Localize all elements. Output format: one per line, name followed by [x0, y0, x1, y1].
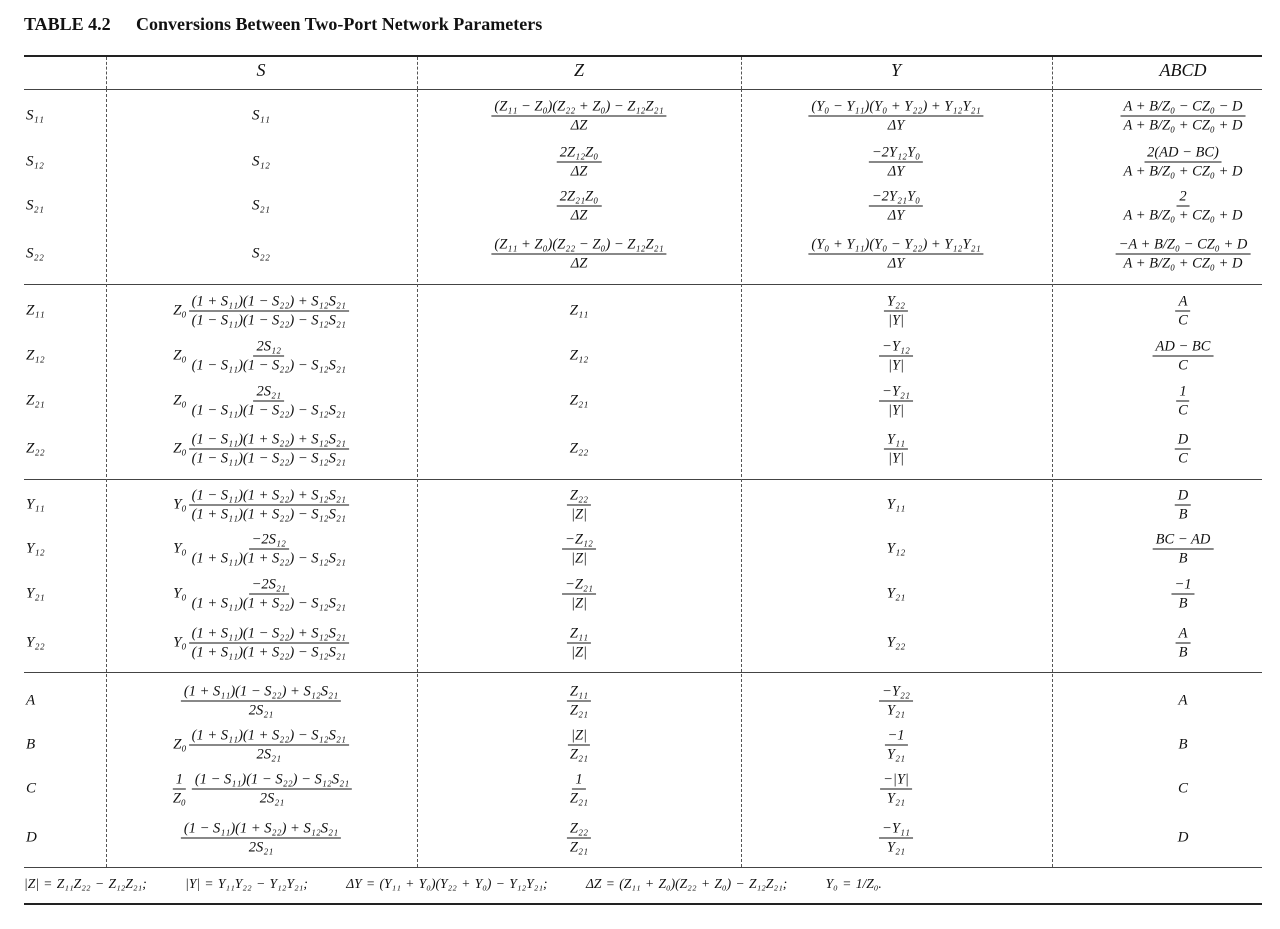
formula-term: Y₁₂ [886, 540, 906, 557]
row-label: Y₁₁ [26, 496, 45, 513]
fraction [808, 99, 983, 134]
fraction-denominator: A + B/Z₀ + CZ₀ + D [1123, 255, 1243, 272]
formula-term: Z₂₁ [569, 392, 589, 409]
formula-cell-abcd [1178, 737, 1187, 754]
fraction-numerator: −2Y₂₁Y₀ [869, 189, 923, 207]
fraction [192, 772, 352, 807]
fraction-numerator: (1 − S₁₁)(1 + S₂₂) + S₁₂S₂₁ [181, 821, 341, 839]
formula-term: A [1178, 692, 1188, 709]
fraction [1175, 294, 1191, 329]
fraction-denominator: B [1178, 550, 1188, 567]
fraction-numerator: (1 + S₁₁)(1 − S₂₂) + S₁₂S₂₁ [181, 684, 341, 702]
formula-cell-abcd [1116, 237, 1251, 272]
formula-cell-abcd [1121, 145, 1246, 180]
formula-cell-z [562, 532, 596, 567]
fraction-denominator: (1 − S₁₁)(1 − S₂₂) − S₁₂S₂₁ [191, 312, 346, 329]
fraction [869, 189, 923, 224]
formula-term: S₁₁ [252, 107, 270, 124]
table-rule [24, 479, 1262, 480]
fraction-denominator: ΔZ [570, 163, 588, 180]
fraction [491, 99, 666, 134]
formula-cell-z [491, 99, 666, 134]
fraction [181, 821, 341, 856]
fraction [562, 577, 596, 612]
formula-cell-s [252, 198, 270, 215]
fraction [1171, 577, 1194, 612]
footnote-y0: Y₀ = 1/Z₀. [825, 876, 882, 891]
fraction [884, 728, 908, 763]
formula-cell-z [570, 303, 589, 320]
fraction [189, 532, 349, 567]
formula-prefactor: Z₀ [173, 736, 187, 753]
row-label: C [26, 780, 37, 797]
fraction-numerator: 2 [1176, 189, 1189, 207]
column-divider [1052, 57, 1053, 89]
fraction [869, 145, 923, 180]
fraction [1175, 488, 1191, 523]
fraction-numerator: Z₂₂ [567, 821, 591, 839]
formula-term: Y₁₁ [886, 496, 906, 513]
fraction-numerator: A [1176, 626, 1191, 644]
fraction [562, 532, 596, 567]
row-label: Z₂₂ [26, 440, 45, 457]
fraction-denominator: Y₂₁ [886, 746, 906, 763]
footnote-delta-y: ΔY = (Y₁₁ + Y₀)(Y₂₂ + Y₀) − Y₁₂Y₂₁; [346, 876, 548, 891]
row-label: Y₂₂ [26, 634, 45, 651]
formula-cell-y [887, 541, 906, 558]
table-caption [24, 14, 542, 35]
fraction-numerator: (1 + S₁₁)(1 − S₂₂) + S₁₂S₂₁ [189, 294, 349, 312]
fraction-numerator: Z₂₂ [567, 488, 591, 506]
formula-cell-abcd [1178, 781, 1188, 798]
fraction-denominator: |Y| [887, 402, 905, 419]
formula-term: D [1177, 829, 1189, 846]
fraction [567, 684, 591, 719]
fraction-denominator: C [1178, 402, 1188, 419]
fraction-denominator: C [1178, 312, 1188, 329]
formula-term: C [1177, 780, 1189, 797]
footnote-det-y: |Y| = Y₁₁Y₂₂ − Y₁₂Y₂₁; [185, 876, 308, 891]
fraction-numerator: Z₁₁ [567, 626, 591, 644]
formula-term: Z₂₂ [569, 440, 589, 457]
formula-cell-y [879, 821, 913, 856]
fraction [884, 294, 908, 329]
prefactor-fraction [170, 772, 189, 807]
formula-cell-abcd [1121, 189, 1246, 224]
fraction-numerator: (1 + S₁₁)(1 + S₂₂) − S₁₂S₂₁ [189, 728, 349, 746]
column-divider [1052, 89, 1053, 867]
formula-cell-z [557, 189, 602, 224]
formula-cell-abcd [1121, 99, 1246, 134]
fraction-numerator: Y₁₁ [884, 432, 908, 450]
fraction-numerator: −1 [1171, 577, 1194, 595]
column-header-y: Y [890, 60, 901, 80]
fraction [567, 728, 591, 763]
fraction-numerator: (1 − S₁₁)(1 + S₂₂) + S₁₂S₂₁ [189, 432, 349, 450]
fraction-denominator: 2S₂₁ [259, 790, 285, 807]
fraction [557, 145, 602, 180]
row-label: S₁₁ [26, 107, 44, 124]
row-label: S₂₂ [26, 245, 44, 262]
fraction [1175, 432, 1191, 467]
formula-cell-y [879, 339, 913, 374]
formula-cell-y [808, 99, 983, 134]
fraction-denominator: |Z| [570, 550, 588, 567]
fraction-denominator: 2S₂₁ [256, 746, 282, 763]
formula-cell-abcd [1175, 432, 1191, 467]
fraction [189, 294, 349, 329]
formula-term: S₁₂ [252, 153, 270, 170]
fraction-numerator: (Y₀ − Y₁₁)(Y₀ + Y₂₂) + Y₁₂Y₂₁ [808, 99, 983, 117]
formula-prefactor: Y₀ [173, 634, 187, 651]
fraction [1153, 339, 1214, 374]
formula-cell-abcd [1175, 294, 1191, 329]
fraction-denominator: A + B/Z₀ + CZ₀ + D [1123, 163, 1243, 180]
formula-cell-y [884, 294, 908, 329]
fraction-denominator: |Z| [570, 644, 588, 661]
fraction-denominator: Z₂₁ [569, 702, 589, 719]
column-divider [417, 57, 418, 89]
table-rule [24, 867, 1262, 868]
fraction-numerator: 2S₁₂ [253, 339, 284, 357]
fraction [557, 189, 602, 224]
formula-cell-abcd [1175, 488, 1191, 523]
formula-cell-s [173, 626, 349, 661]
fraction-numerator: (Z₁₁ − Z₀)(Z₂₂ + Z₀) − Z₁₂Z₂₁ [491, 99, 666, 117]
fraction-denominator: ΔZ [570, 207, 588, 224]
fraction [189, 626, 349, 661]
fraction-numerator: (1 − S₁₁)(1 + S₂₂) + S₁₂S₂₁ [189, 488, 349, 506]
table-number: TABLE 4.2 [24, 14, 111, 34]
formula-prefactor: Z₀ [173, 440, 187, 457]
formula-cell-z [570, 348, 589, 365]
formula-prefactor: Z₀ [173, 347, 187, 364]
fraction-numerator: (1 + S₁₁)(1 − S₂₂) + S₁₂S₂₁ [189, 626, 349, 644]
formula-term: Z₁₁ [569, 302, 589, 319]
formula-cell-y [869, 145, 923, 180]
fraction-denominator: (1 + S₁₁)(1 + S₂₂) − S₁₂S₂₁ [191, 595, 346, 612]
row-label: Y₂₁ [26, 585, 45, 602]
fraction [567, 626, 591, 661]
formula-prefactor: Y₀ [173, 585, 187, 602]
formula-cell-y [887, 586, 906, 603]
fraction-denominator: ΔY [887, 255, 905, 272]
formula-cell-abcd [1171, 577, 1194, 612]
fraction-numerator: (Y₀ + Y₁₁)(Y₀ − Y₂₂) + Y₁₂Y₂₁ [808, 237, 983, 255]
fraction-numerator: −Z₂₁ [562, 577, 596, 595]
fraction-denominator: (1 − S₁₁)(1 − S₂₂) − S₁₂S₂₁ [191, 450, 346, 467]
formula-cell-y [869, 189, 923, 224]
fraction-denominator: (1 + S₁₁)(1 + S₂₂) − S₁₂S₂₁ [191, 644, 346, 661]
fraction [491, 237, 666, 272]
formula-cell-z [567, 626, 591, 661]
fraction-numerator: 1 [572, 772, 585, 790]
fraction-denominator: C [1178, 450, 1188, 467]
fraction-denominator: 2S₂₁ [248, 839, 274, 856]
formula-cell-z [491, 237, 666, 272]
column-divider [741, 89, 742, 867]
fraction-denominator: 2S₂₁ [248, 702, 274, 719]
formula-prefactor: Z₀ [173, 302, 187, 319]
fraction-denominator: Y₂₁ [886, 702, 906, 719]
fraction [880, 772, 912, 807]
fraction-denominator: |Y| [887, 312, 905, 329]
fraction-denominator: ΔY [887, 207, 905, 224]
formula-term: Y₂₂ [886, 634, 906, 651]
prefactor-numerator: 1 [173, 772, 186, 790]
table-rule [24, 55, 1262, 57]
fraction-denominator: |Z| [570, 595, 588, 612]
formula-cell-y [884, 728, 908, 763]
fraction-numerator: AD − BC [1153, 339, 1214, 357]
formula-cell-s [173, 432, 349, 467]
fraction-denominator: Y₂₁ [886, 790, 906, 807]
fraction [189, 488, 349, 523]
formula-cell-s [181, 821, 341, 856]
formula-cell-z [562, 577, 596, 612]
fraction-numerator: 2Z₂₁Z₀ [557, 189, 602, 207]
fraction [567, 821, 591, 856]
formula-cell-s [170, 772, 352, 807]
formula-term: Z₁₂ [569, 347, 589, 364]
formula-cell-z [557, 145, 602, 180]
column-header-s: S [256, 60, 266, 80]
fraction-numerator: −A + B/Z₀ − CZ₀ + D [1116, 237, 1251, 255]
fraction [879, 821, 913, 856]
formula-cell-z [570, 393, 589, 410]
fraction-denominator: Z₂₁ [569, 746, 589, 763]
table-rule [24, 284, 1262, 285]
formula-cell-z [567, 772, 591, 807]
footnote-delta-z: ΔZ = (Z₁₁ + Z₀)(Z₂₂ + Z₀) − Z₁₂Z₂₁; [585, 876, 788, 891]
formula-cell-s [252, 154, 270, 171]
formula-cell-s [173, 532, 349, 567]
fraction-denominator: C [1178, 357, 1188, 374]
fraction-denominator: (1 + S₁₁)(1 + S₂₂) − S₁₂S₂₁ [191, 550, 346, 567]
fraction-numerator: −Y₁₁ [879, 821, 913, 839]
formula-cell-abcd [1178, 830, 1189, 847]
fraction-numerator: −2S₁₂ [249, 532, 289, 550]
table-rule [24, 89, 1262, 90]
formula-cell-s [173, 488, 349, 523]
formula-cell-abcd [1178, 693, 1187, 710]
fraction [1121, 145, 1246, 180]
formula-cell-s [173, 339, 349, 374]
table-footnote [24, 876, 916, 892]
fraction [1175, 384, 1191, 419]
fraction-numerator: −Y₂₁ [879, 384, 913, 402]
fraction [1121, 99, 1246, 134]
formula-prefactor: Y₀ [173, 540, 187, 557]
fraction-numerator: A [1176, 294, 1191, 312]
formula-cell-s [173, 384, 349, 419]
fraction-numerator: BC − AD [1153, 532, 1214, 550]
formula-cell-y [887, 635, 906, 652]
fraction [879, 339, 913, 374]
footnote-det-z: |Z| = Z₁₁Z₂₂ − Z₁₂Z₂₁; [24, 876, 147, 891]
column-divider [741, 57, 742, 89]
row-label: Y₁₂ [26, 540, 45, 557]
formula-cell-z [567, 684, 591, 719]
fraction-numerator: 2Z₁₂Z₀ [557, 145, 602, 163]
fraction-denominator: |Y| [887, 357, 905, 374]
fraction-denominator: B [1178, 506, 1188, 523]
fraction [189, 728, 349, 763]
row-label: A [26, 692, 36, 709]
fraction-denominator: ΔZ [570, 117, 588, 134]
fraction-numerator: −Z₁₂ [562, 532, 596, 550]
fraction-numerator: Z₁₁ [567, 684, 591, 702]
fraction-numerator: −1 [884, 728, 907, 746]
fraction [189, 432, 349, 467]
formula-cell-y [879, 684, 913, 719]
fraction-numerator: D [1175, 432, 1191, 450]
row-label: Z₁₂ [26, 347, 45, 364]
fraction [884, 432, 908, 467]
fraction-denominator: (1 + S₁₁)(1 + S₂₂) − S₁₂S₂₁ [191, 506, 346, 523]
column-divider [417, 89, 418, 867]
fraction-denominator: A + B/Z₀ + CZ₀ + D [1123, 117, 1243, 134]
prefactor-denominator: Z₀ [172, 790, 186, 807]
formula-term: Y₂₁ [886, 585, 906, 602]
formula-cell-s [252, 108, 270, 125]
formula-cell-y [879, 384, 913, 419]
table-rule [24, 672, 1262, 673]
formula-cell-s [173, 728, 349, 763]
formula-cell-s [252, 246, 270, 263]
fraction-denominator: Y₂₁ [886, 839, 906, 856]
fraction-denominator: ΔY [887, 117, 905, 134]
fraction [567, 772, 591, 807]
formula-cell-y [884, 432, 908, 467]
formula-cell-s [173, 294, 349, 329]
fraction-numerator: 1 [1176, 384, 1189, 402]
formula-cell-abcd [1175, 384, 1191, 419]
fraction-denominator: B [1178, 595, 1188, 612]
table-title: Conversions Between Two-Port Network Parameters [136, 14, 543, 34]
fraction-denominator: ΔY [887, 163, 905, 180]
fraction-numerator: −2S₂₁ [249, 577, 289, 595]
fraction [189, 384, 349, 419]
fraction-denominator: (1 − S₁₁)(1 − S₂₂) − S₁₂S₂₁ [191, 357, 346, 374]
formula-cell-y [880, 772, 912, 807]
formula-cell-z [567, 488, 591, 523]
formula-term: S₂₂ [252, 245, 270, 262]
fraction-denominator: ΔZ [570, 255, 588, 272]
fraction [1153, 532, 1214, 567]
fraction-numerator: (Z₁₁ + Z₀)(Z₂₂ − Z₀) − Z₁₂Z₂₁ [491, 237, 666, 255]
fraction-numerator: −Y₁₂ [879, 339, 913, 357]
fraction-denominator: B [1178, 644, 1188, 661]
formula-term: B [1178, 736, 1188, 753]
row-label: Z₁₁ [26, 302, 45, 319]
formula-cell-y [887, 497, 906, 514]
table-rule [24, 903, 1262, 905]
formula-cell-s [181, 684, 341, 719]
fraction-denominator: |Y| [887, 450, 905, 467]
fraction [1121, 189, 1246, 224]
formula-prefactor: Z₀ [173, 392, 187, 409]
fraction [808, 237, 983, 272]
row-label: D [26, 829, 37, 846]
formula-prefactor: Y₀ [173, 496, 187, 513]
formula-cell-z [567, 821, 591, 856]
row-label: S₂₁ [26, 197, 44, 214]
row-label: S₁₂ [26, 153, 44, 170]
column-divider [106, 89, 107, 867]
row-label: Z₂₁ [26, 392, 45, 409]
fraction-numerator: D [1175, 488, 1191, 506]
formula-term: S₂₁ [252, 197, 270, 214]
column-header-z: Z [573, 60, 584, 80]
formula-cell-abcd [1176, 626, 1191, 661]
fraction [567, 488, 591, 523]
formula-cell-abcd [1153, 532, 1214, 567]
formula-cell-s [173, 577, 349, 612]
fraction-numerator: −Y₂₂ [879, 684, 913, 702]
fraction [1176, 626, 1191, 661]
fraction-numerator: |Z| [568, 728, 590, 746]
fraction [189, 577, 349, 612]
formula-cell-z [567, 728, 591, 763]
fraction-numerator: Y₂₂ [884, 294, 908, 312]
fraction-numerator: 2(AD − BC) [1144, 145, 1222, 163]
fraction [879, 384, 913, 419]
formula-cell-z [570, 441, 589, 458]
fraction [879, 684, 913, 719]
fraction-numerator: −2Y₁₂Y₀ [869, 145, 923, 163]
column-header-abcd: ABCD [1159, 60, 1207, 80]
row-label: B [26, 736, 36, 753]
fraction-numerator: −|Y| [880, 772, 912, 790]
fraction [181, 684, 341, 719]
fraction-denominator: A + B/Z₀ + CZ₀ + D [1123, 207, 1243, 224]
formula-cell-abcd [1153, 339, 1214, 374]
fraction-numerator: A + B/Z₀ − CZ₀ − D [1121, 99, 1246, 117]
fraction-numerator: (1 − S₁₁)(1 − S₂₂) − S₁₂S₂₁ [192, 772, 352, 790]
fraction-denominator: Z₂₁ [569, 790, 589, 807]
fraction-denominator: |Z| [570, 506, 588, 523]
fraction [189, 339, 349, 374]
fraction-denominator: Z₂₁ [569, 839, 589, 856]
column-divider [106, 57, 107, 89]
fraction [1116, 237, 1251, 272]
fraction-numerator: 2S₂₁ [253, 384, 284, 402]
formula-cell-y [808, 237, 983, 272]
fraction-denominator: (1 − S₁₁)(1 − S₂₂) − S₁₂S₂₁ [191, 402, 346, 419]
